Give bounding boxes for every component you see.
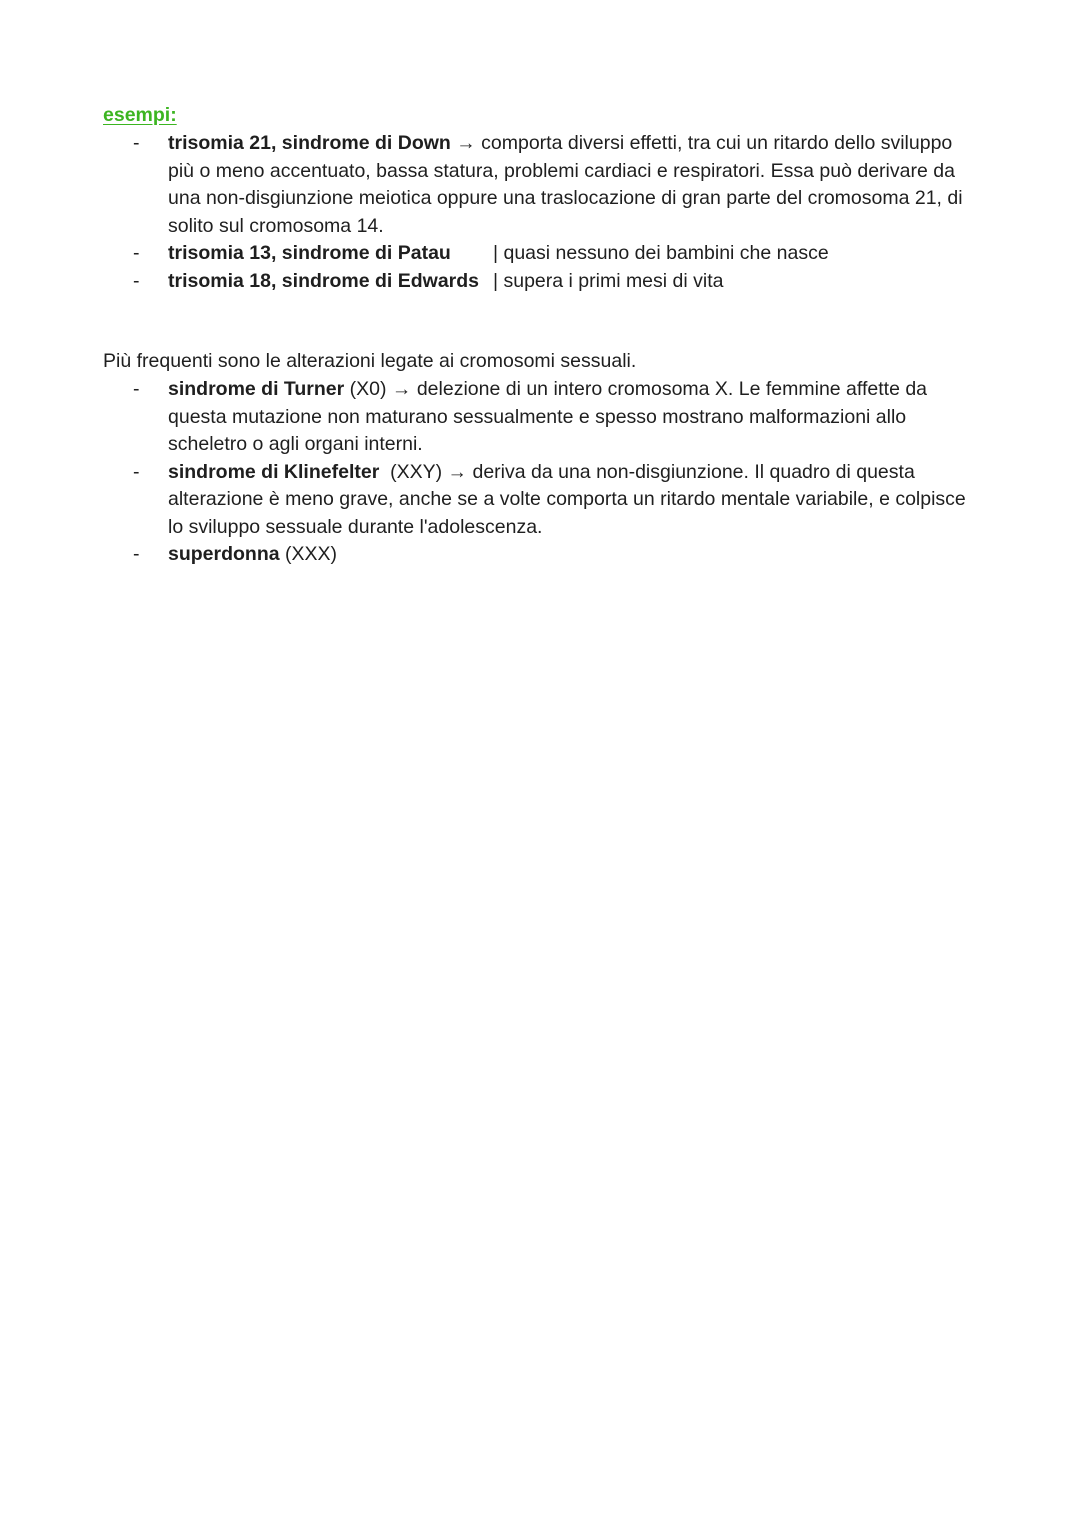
item-title: trisomia 21, sindrome di Down bbox=[168, 132, 451, 154]
list-bullet: - bbox=[133, 132, 140, 154]
section-heading: esempi: bbox=[103, 104, 177, 126]
item-note: | quasi nessuno dei bambini che nasce bbox=[493, 242, 829, 264]
item-title: trisomia 13, sindrome di Patau bbox=[168, 242, 451, 264]
trisomy-list bbox=[0, 130, 1080, 295]
list-item bbox=[0, 240, 1080, 268]
list-bullet: - bbox=[133, 269, 140, 292]
sex-chromosome-list bbox=[0, 376, 1080, 569]
item-text: (X0) → delezione di un intero cromosoma X. Le femmine affette da questa mutazione non maturano sessualmente e spesso mostrano malformazioni allo scheletro o agli organi interni. bbox=[168, 378, 928, 455]
item-title: superdonna bbox=[168, 543, 280, 565]
list-bullet: - bbox=[133, 242, 140, 264]
list-item bbox=[0, 268, 1080, 296]
intro-paragraph: Più frequenti sono le alterazioni legate ai cromosomi sessuali. bbox=[103, 350, 637, 372]
item-note: | supera i primi mesi di vita bbox=[493, 269, 724, 292]
list-item bbox=[0, 376, 1080, 459]
item-title: sindrome di Klinefelter bbox=[168, 460, 380, 483]
item-title: sindrome di Turner bbox=[168, 378, 345, 400]
item-text: → comporta diversi effetti, tra cui un ritardo dello sviluppo più o meno accentuato, bassa statura, problemi cardiaci e respiratori. Essa può derivare da una non-disgiunzione meiotica oppure una traslocazione di gran parte del cromosoma 21, di solito sul cromosoma 14. bbox=[168, 132, 963, 237]
item-title: trisomia 18, sindrome di Edwards bbox=[168, 269, 480, 292]
list-bullet: - bbox=[133, 543, 140, 565]
list-item bbox=[0, 459, 1080, 542]
list-item bbox=[0, 541, 1080, 569]
list-item bbox=[0, 130, 1080, 240]
list-bullet: - bbox=[133, 378, 140, 400]
item-text: (XXY) → deriva da una non-disgiunzione. Il quadro di questa alterazione è meno grave, anche se a volte comporta un ritardo mentale variabile, e colpisce lo sviluppo sessuale durante l'adolescenza. bbox=[168, 460, 972, 538]
item-text: (XXX) bbox=[279, 543, 338, 565]
list-bullet: - bbox=[133, 460, 140, 483]
